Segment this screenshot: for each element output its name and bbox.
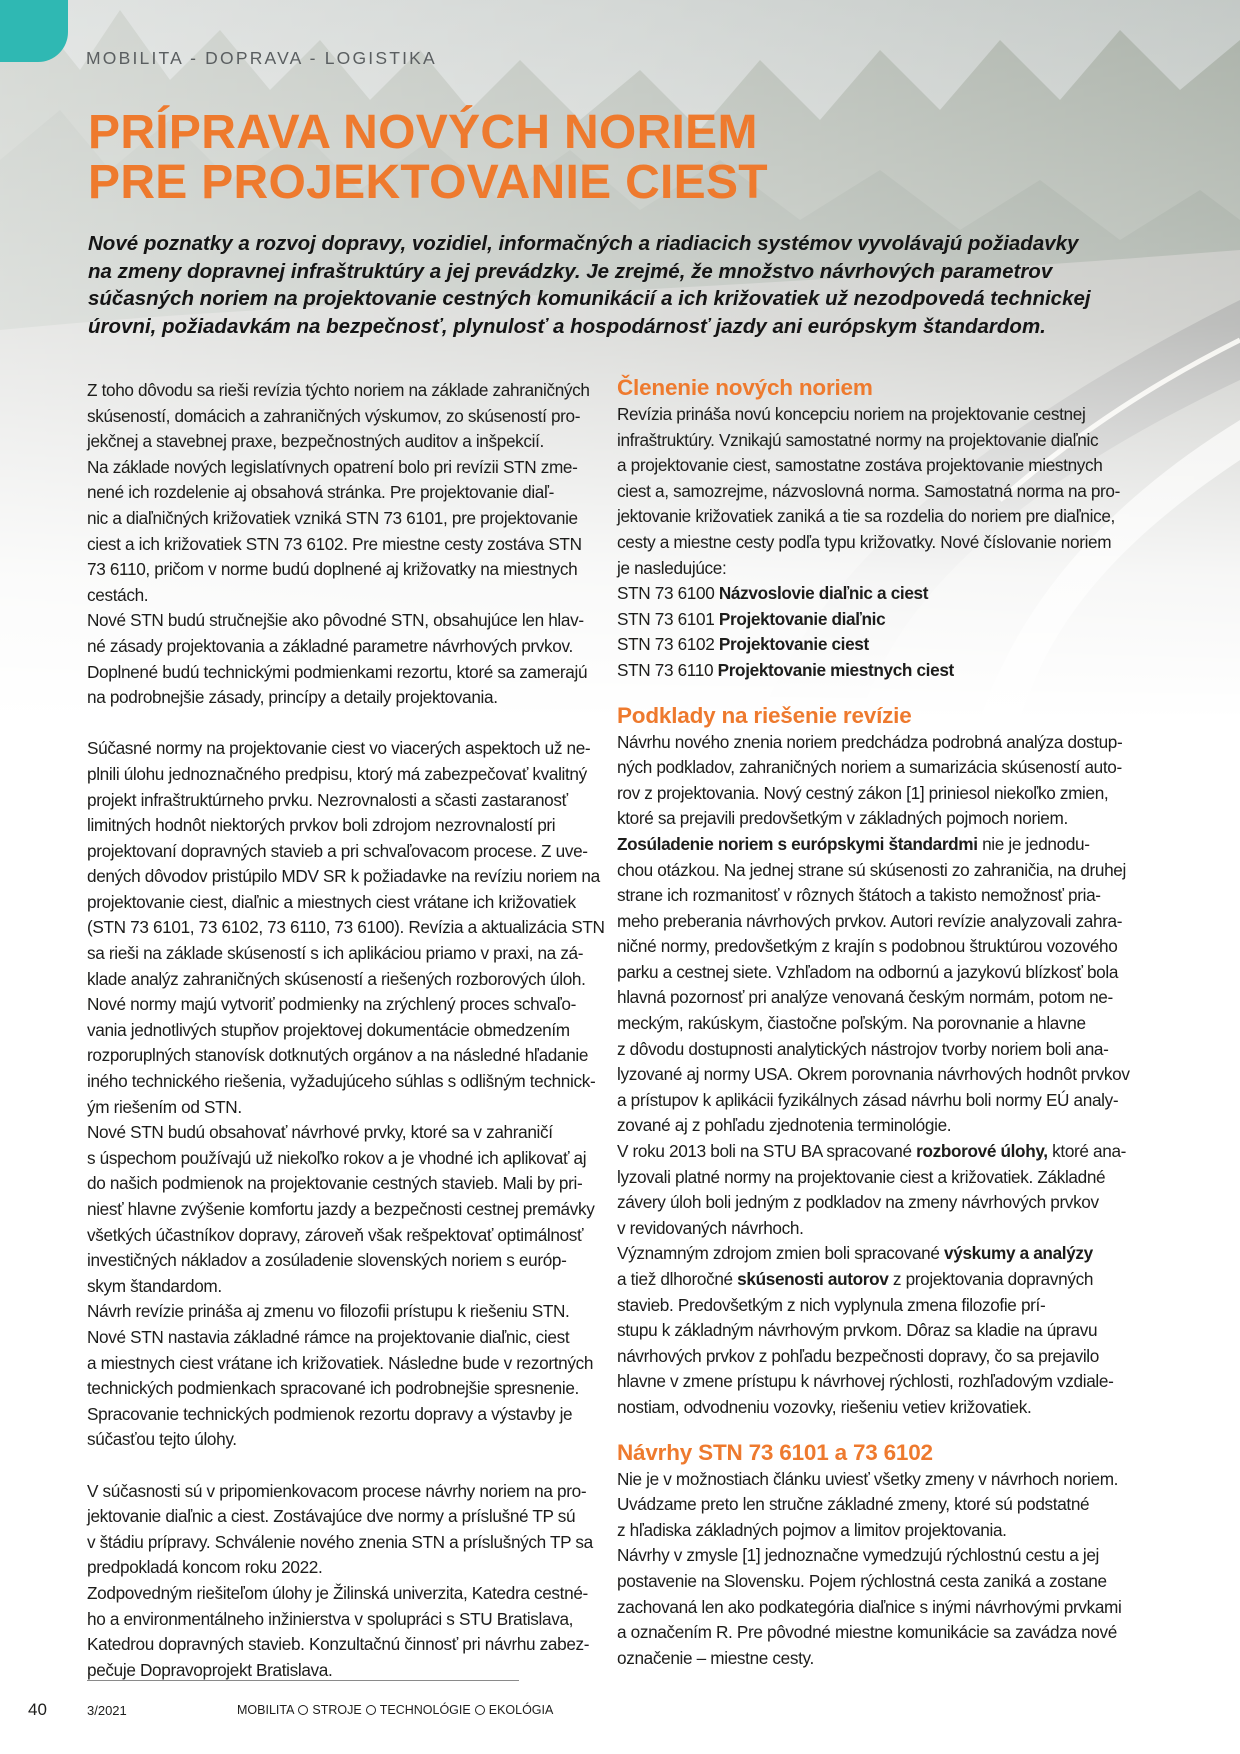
section-spacer bbox=[617, 1421, 1122, 1439]
left-paragraph-2 bbox=[87, 736, 605, 1453]
text-line: a miestnych ciest vrátane ich križovatiek. Následne bude v rezortných bbox=[87, 1352, 594, 1373]
circle-separator-icon bbox=[366, 1705, 376, 1715]
text-line: ných podkladov, zahraničných noriem a sumarizácia skúseností auto- bbox=[617, 757, 1122, 778]
lead-line: súčasných noriem na projektovanie cestných komunikácií a ich križovatiek už nezodpovedá technickej bbox=[88, 287, 1091, 310]
text-line: Nové STN budú stručnejšie ako pôvodné STN, obsahujúce len hlav- bbox=[87, 610, 584, 631]
text-line: do našich podmienok na projektovanie cestných stavieb. Mali by pri- bbox=[87, 1173, 583, 1194]
text-line: stupu k základným návrhovým prvkom. Dôraz sa kladie na úpravu bbox=[617, 1320, 1098, 1341]
text-line bbox=[617, 1139, 1127, 1165]
text-line: né zásady projektovania a základné parametre návrhových prvkov. bbox=[87, 635, 573, 656]
text-line: a označením R. Pre pôvodné miestne komunikácie sa zavádza nové bbox=[617, 1622, 1117, 1643]
text-line: lyzovali platné normy na projektovanie ciest a križovatiek. Základné bbox=[617, 1166, 1106, 1187]
text-line: Nové normy majú vytvoriť podmienky na zrýchlený proces schvaľo- bbox=[87, 994, 576, 1015]
left-paragraph-1 bbox=[87, 378, 595, 711]
lead-line: úrovni, požiadavkám na bezpečnosť, plynulosť a hospodárnosť jazdy ani európskym štandardom. bbox=[88, 314, 1046, 338]
text-line: Zodpovedným riešiteľom úlohy je Žilinská univerzita, Katedra cestné- bbox=[87, 1582, 588, 1603]
text-line: predpokladá koncom roku 2022. bbox=[87, 1557, 323, 1578]
text-line: lyzované aj normy USA. Okrem porovnania návrhových hodnôt prvkov bbox=[617, 1064, 1130, 1085]
bold-phrase: rozborové úlohy, bbox=[916, 1141, 1048, 1162]
norm-item bbox=[617, 607, 1122, 633]
text-line: projektovanie ciest, diaľnic a miestnych ciest vrátane ich križovatiek bbox=[87, 891, 576, 912]
text-line: jekčnej a stavebnej praxe, bezpečnostných auditov a inšpekcií. bbox=[87, 431, 544, 452]
norms-list bbox=[617, 581, 1122, 683]
text-line: technických podmienkach spracované ich podrobnejšie spresnenie. bbox=[87, 1378, 579, 1399]
issue-number: 3/2021 bbox=[87, 1703, 127, 1718]
bold-phrase: skúsenosti autorov bbox=[737, 1269, 889, 1289]
text-line: Nie je v možnostiach článku uviesť všetky zmeny v návrhoch noriem. bbox=[617, 1468, 1119, 1489]
paragraph-spacer bbox=[87, 711, 595, 737]
text-line: Spracovanie technických podmienok rezortu dopravy a výstavby je bbox=[87, 1403, 573, 1424]
text-line: Návrhu nového znenia noriem predchádza podrobná analýza dostup- bbox=[617, 731, 1123, 752]
subheading-podklady: Podklady na riešenie revízie bbox=[617, 702, 912, 728]
text-line: ničné normy, predovšetkým z krajín s podobnou štruktúrou vozového bbox=[617, 936, 1118, 957]
text-line: označenie – miestne cesty. bbox=[617, 1647, 814, 1668]
text-line: limitných hodnôt niektorých prvkov boli zdrojom nezrovnalostí pri bbox=[87, 815, 556, 836]
text-line: niesť hlavne zvýšenie komfortu jazdy a bezpečnosti cestnej premávky bbox=[87, 1199, 595, 1219]
norm-code: STN 73 6101 bbox=[617, 608, 715, 629]
page-number: 40 bbox=[28, 1700, 47, 1719]
text-line: Katedrou dopravných stavieb. Konzultačnú činnosť pri návrhu zabez- bbox=[87, 1634, 590, 1655]
paragraph-spacer bbox=[87, 1453, 595, 1479]
bold-phrase: Zosúladenie noriem s európskymi štandardmi bbox=[617, 833, 978, 854]
text-line: Návrhy v zmysle [1] jednoznačne vymedzujú rýchlostnú cestu a jej bbox=[617, 1545, 1099, 1566]
text-line: vania jednotlivých stupňov projektovej dokumentácie obmedzením bbox=[87, 1019, 570, 1040]
section-color-tab bbox=[0, 0, 68, 62]
text-line: s úspechom používajú už niekoľko rokov a je vhodné ich aplikovať aj bbox=[87, 1147, 587, 1168]
bold-phrase: výskumy a analýzy bbox=[944, 1243, 1093, 1264]
text-run: a tiež dlhoročné bbox=[617, 1269, 738, 1289]
text-line: dených dôvodov pristúpilo MDV SR k požiadavke na revíziu noriem na bbox=[87, 866, 600, 887]
text-line: klade analýz zahraničných skúseností a riešených rozborových úloh. bbox=[87, 968, 586, 989]
brand-part: MOBILITA bbox=[237, 1703, 295, 1717]
text-line: rozporuplných stanovísk dotknutých orgánov a na následné hľadanie bbox=[87, 1045, 589, 1066]
article-title-line-1: PRÍPRAVA NOVÝCH NORIEM bbox=[88, 106, 758, 159]
text-line: V súčasnosti sú v pripomienkovacom procese návrhy noriem na pro- bbox=[87, 1480, 587, 1501]
text-line: Nové STN nastavia základné rámce na projektovanie diaľnic, ciest bbox=[87, 1326, 570, 1347]
text-line: cestách. bbox=[87, 584, 149, 605]
subheading-clenenie: Členenie nových noriem bbox=[617, 375, 873, 400]
text-line: skúseností, domácich a zahraničných výskumov, zo skúseností pro- bbox=[87, 405, 581, 426]
text-run: ktoré ana- bbox=[1047, 1141, 1127, 1162]
text-line: meckým, rakúskym, čiastočne poľským. Na porovnanie a hlavne bbox=[617, 1013, 1086, 1034]
text-line bbox=[617, 1267, 1122, 1293]
norm-item bbox=[617, 658, 1122, 684]
article-title bbox=[88, 108, 768, 208]
text-line: nené ich rozdelenie aj obsahová stránka. Pre projektovanie diaľ- bbox=[87, 482, 555, 503]
text-line: súčasťou tejto úlohy. bbox=[87, 1429, 237, 1450]
text-line: ktoré sa prejavili predovšetkým v základných pojmoch noriem. bbox=[617, 808, 1068, 829]
text-line: všetkých účastníkov dopravy, zároveň však rešpektovať optimálnosť bbox=[87, 1224, 584, 1245]
text-line: a projektovanie ciest, samostatne zostáva projektovanie miestnych bbox=[617, 455, 1103, 476]
text-line: v štádiu prípravy. Schválenie nového znenia STN a príslušných TP sa bbox=[87, 1531, 593, 1552]
text-line: Doplnené budú technickými podmienkami rezortu, ktoré sa zamerajú bbox=[87, 661, 588, 682]
lead-paragraph bbox=[88, 230, 1138, 340]
norm-name: Názvoslovie diaľnic a ciest bbox=[718, 583, 929, 604]
text-line: investičných nákladov a zosúladenie slovenských noriem s európ- bbox=[87, 1250, 567, 1271]
text-line: jektovanie križovatiek zaniká a tie sa rozdelia do noriem pre diaľnice, bbox=[617, 506, 1115, 527]
circle-separator-icon bbox=[475, 1705, 485, 1715]
text-line: zované aj z pohľadu zjednotenia terminológie. bbox=[617, 1115, 952, 1136]
right-column bbox=[617, 374, 1130, 1671]
text-line: z hľadiska základných pojmov a limitov projektovania. bbox=[617, 1519, 1007, 1540]
text-line bbox=[617, 1241, 1122, 1267]
text-line: nostiam, odvodneniu vozovky, riešeniu vetiev križovatiek. bbox=[617, 1396, 1032, 1417]
norm-item bbox=[617, 581, 1122, 607]
text-line: 73 6110, pričom v norme budú doplnené aj križovatky na miestnych bbox=[87, 559, 578, 580]
text-line: plnili úlohu jednoznačného predpisu, ktorý má zabezpečovať kvalitný bbox=[87, 763, 587, 784]
text-line: projekt infraštruktúrneho prvku. Nezrovnalosti a sčasti zastaranosť bbox=[87, 789, 568, 810]
text-line: jektovanie diaľnic a ciest. Zostávajúce dve normy a príslušné TP sú bbox=[87, 1506, 576, 1527]
text-line: rov z projektovania. Nový cestný zákon [1] priniesol niekoľko zmien, bbox=[617, 782, 1109, 803]
brand-part: STROJE bbox=[312, 1703, 362, 1717]
norm-name: Projektovanie ciest bbox=[718, 634, 869, 655]
article-title-line-2: PRE PROJEKTOVANIE CIEST bbox=[88, 156, 768, 209]
text-line: strane ich rozmanitosť v rôznych štátoch a takisto nemožnosť pria- bbox=[617, 885, 1101, 906]
text-line: Na základe nových legislatívnych opatrení bolo pri revízii STN zme- bbox=[87, 456, 578, 477]
text-line: Revízia prináša novú koncepciu noriem na projektovanie cestnej bbox=[617, 404, 1086, 424]
text-line: je nasledujúce: bbox=[617, 557, 727, 578]
text-line: chou otázkou. Na jednej strane sú skúsenosti zo zahraničia, na druhej bbox=[617, 859, 1126, 880]
text-line: infraštruktúry. Vznikajú samostatné normy na projektovanie diaľnic bbox=[617, 429, 1099, 450]
norm-code: STN 73 6110 bbox=[617, 659, 714, 680]
text-line: hlavne v zmene prístupu k návrhovej rýchlosti, rozhľadovým vzdiale- bbox=[617, 1371, 1114, 1392]
text-line: Súčasné normy na projektovanie ciest vo viacerých aspektoch už ne- bbox=[87, 738, 591, 759]
text-line: Z toho dôvodu sa rieši revízia týchto noriem na základe zahraničných bbox=[87, 380, 590, 400]
text-line: (STN 73 6101, 73 6102, 73 6110, 73 6100). Revízia a aktualizácia STN bbox=[87, 917, 605, 938]
text-run: z projektovania dopravných bbox=[888, 1269, 1094, 1289]
text-run: Významným zdrojom zmien boli spracované bbox=[617, 1243, 945, 1264]
subheading-navrhy: Návrhy STN 73 6101 a 73 6102 bbox=[617, 1439, 933, 1465]
text-line: ho a environmentálneho inžinierstva v spolupráci s STU Bratislava, bbox=[87, 1608, 574, 1629]
text-line: na podrobnejšie zásady, princípy a detaily projektovania. bbox=[87, 687, 498, 708]
text-line: Návrh revízie prináša aj zmenu vo filozofii prístupu k riešeniu STN. bbox=[87, 1301, 570, 1322]
lead-line: na zmeny dopravnej infraštruktúry a jej prevádzky. Je zrejmé, že množstvo návrhových parametrov bbox=[88, 259, 1053, 283]
brand-part: TECHNOLÓGIE bbox=[379, 1703, 471, 1717]
text-line: postavenie na Slovensku. Pojem rýchlostná cesta zaniká a zostane bbox=[617, 1570, 1107, 1591]
text-line: ciest a ich križovatiek STN 73 6102. Pre miestne cesty zostáva STN bbox=[87, 533, 582, 554]
text-line: nic a diaľničných križovatiek vzniká STN 73 6101, pre projektovanie bbox=[87, 507, 578, 528]
text-run: nie je jednodu- bbox=[977, 833, 1090, 854]
text-line: v revidovaných návrhoch. bbox=[617, 1217, 804, 1238]
left-paragraph-3 bbox=[87, 1479, 595, 1684]
norm-name: Projektovanie diaľnic bbox=[718, 608, 886, 629]
section-tag: MOBILITA - DOPRAVA - LOGISTIKA bbox=[86, 48, 437, 68]
text-line: závery úloh boli jedným z podkladov na zmeny návrhových prvkov bbox=[617, 1192, 1099, 1213]
text-line: projektovaní dopravných stavieb a pri schvaľovacom procese. Z uve- bbox=[87, 840, 588, 861]
text-line bbox=[617, 832, 1122, 858]
text-line: zachovaná len ako podkategória diaľnice s inými návrhovými prvkami bbox=[617, 1596, 1122, 1617]
text-line: návrhových prvkov z pohľadu bezpečnosti dopravy, čo sa prejavilo bbox=[617, 1345, 1099, 1366]
text-line: stavieb. Predovšetkým z nich vyplynula zmena filozofie prí- bbox=[617, 1294, 1046, 1315]
text-line: parku a cestnej siete. Vzhľadom na odbornú a jazykovú blízkosť bola bbox=[617, 961, 1119, 982]
text-line: pečuje Dopravoprojekt Bratislava. bbox=[87, 1659, 333, 1680]
lead-line: Nové poznatky a rozvoj dopravy, vozidiel, informačných a riadiacich systémov vyvolávajú požiadavky bbox=[88, 232, 1079, 255]
norm-item bbox=[617, 632, 1122, 658]
footer-divider bbox=[87, 1680, 519, 1681]
magazine-brand-line bbox=[237, 1703, 553, 1717]
text-line: sa rieši na základe skúseností s ich aplikáciou priamo v praxi, na zá- bbox=[87, 943, 584, 964]
text-line: a prístupov k aplikácii fyzikálnych zásad návrhu boli normy EÚ analy- bbox=[617, 1089, 1119, 1110]
norm-name: Projektovanie miestnych ciest bbox=[717, 659, 954, 680]
section-spacer bbox=[617, 684, 1122, 702]
text-line: z dôvodu dostupnosti analytických nástrojov tvorby noriem boli ana- bbox=[617, 1038, 1109, 1059]
text-line: Nové STN budú obsahovať návrhové prvky, ktoré sa v zahraničí bbox=[87, 1122, 553, 1143]
circle-separator-icon bbox=[298, 1705, 308, 1715]
left-column bbox=[87, 378, 605, 1683]
norm-code: STN 73 6102 bbox=[617, 634, 715, 655]
text-line: hlavná pozornosť pri analýze venovaná českým normám, potom ne- bbox=[617, 987, 1113, 1008]
text-line: iného technického riešenia, vyžadujúceho súhlas s odlišným technick- bbox=[87, 1071, 596, 1092]
norm-code: STN 73 6100 bbox=[617, 583, 715, 604]
text-line: skym štandardom. bbox=[87, 1275, 222, 1296]
text-line: ciest a, samozrejme, názvoslovná norma. Samostatná norma na pro- bbox=[617, 480, 1121, 501]
text-run: V roku 2013 boli na STU BA spracované bbox=[617, 1141, 917, 1162]
text-line: ým riešením od STN. bbox=[87, 1096, 242, 1117]
text-line: cesty a miestne cesty podľa typu križovatky. Nové číslovanie noriem bbox=[617, 531, 1112, 552]
brand-part: EKOLÓGIA bbox=[488, 1703, 554, 1717]
text-line: Uvádzame preto len stručne základné zmeny, ktoré sú podstatné bbox=[617, 1494, 1090, 1515]
text-line: meho preberania návrhových prvkov. Autori revízie analyzovali zahra- bbox=[617, 910, 1123, 931]
